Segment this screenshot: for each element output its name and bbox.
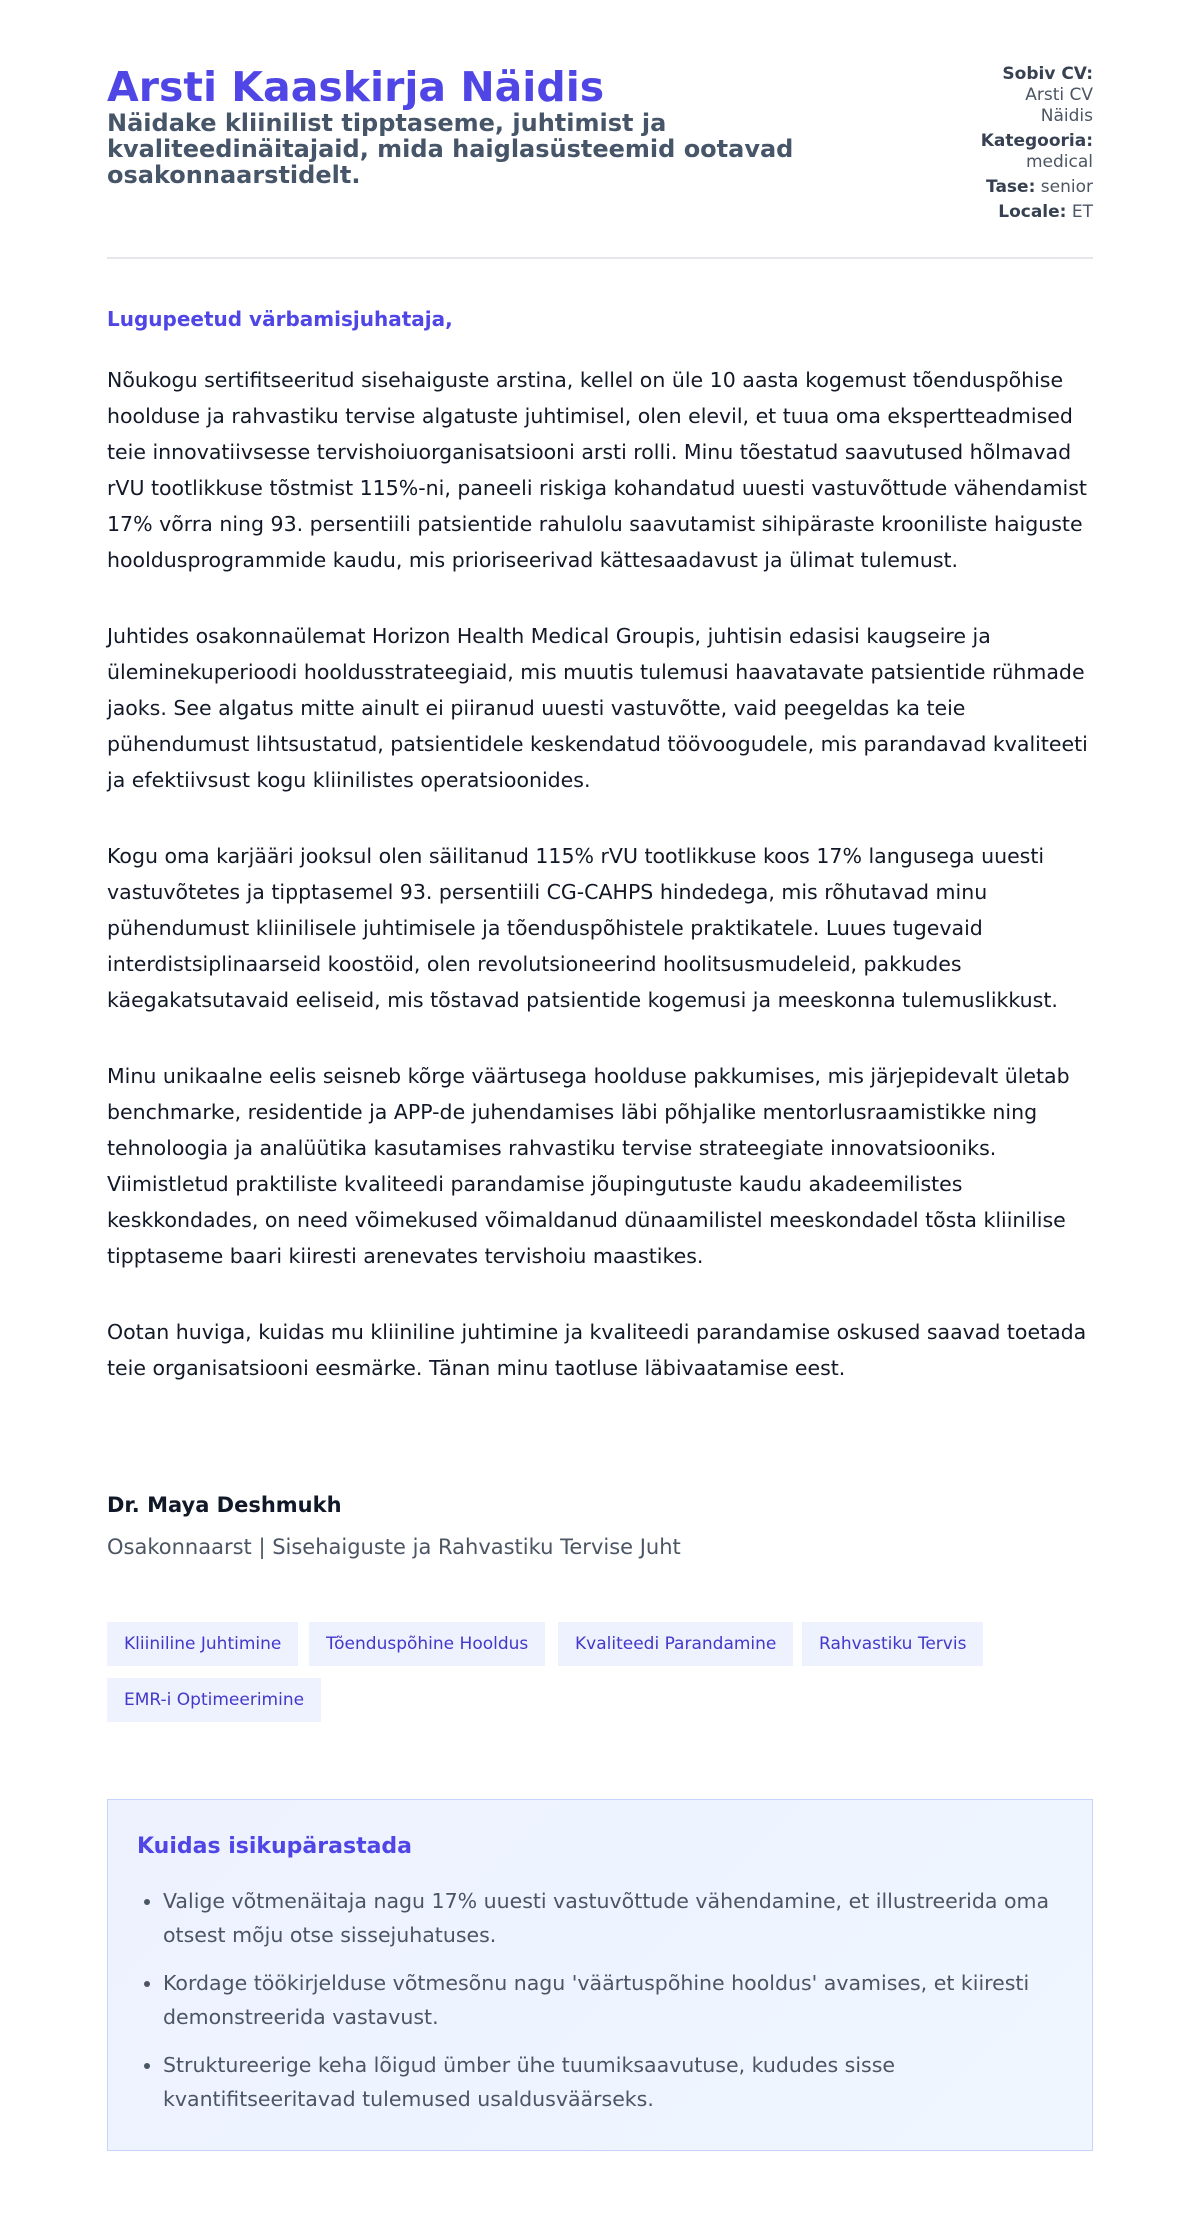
- meta-panel: [853, 64, 1093, 223]
- meta-level-label: Tase:: [986, 177, 1036, 197]
- letter-paragraph: Juhtides osakonnaülemat Horizon Health Medical Groupis, juhtisin edasisi kaugseire ja üleminekuperioodi hooldusstrateegiaid, mis muutis tulemusi haavatavate patsientide rühmade jaoks. See algatus mitte ainult ei piiranud uuesti vastuvõtte, vaid peegeldas ka teie pühendumust lihtsustatud, patsientidele keskendatud töövoogudele, mis parandavad kvaliteeti ja efektiivsust kogu kliinilistes operatsioonides.: [107, 624, 1088, 792]
- skill-tag: Kliiniline Juhtimine: [107, 1622, 298, 1666]
- skill-tag: Kvaliteedi Parandamine: [558, 1622, 793, 1666]
- tips-list: [137, 1884, 1093, 2130]
- meta-cv-value-line2: Näidis: [1040, 106, 1093, 126]
- meta-cv-value-line1: Arsti CV: [1025, 85, 1093, 105]
- skill-tag: Tõenduspõhine Hooldus: [309, 1622, 545, 1666]
- signature-name: Dr. Maya Deshmukh: [107, 1493, 342, 1517]
- letter-paragraph: Ootan huviga, kuidas mu kliiniline juhtimine ja kvaliteedi parandamise oskused saavad toetada teie organisatsiooni eesmärke. Tänan minu taotluse läbivaatamise eest.: [107, 1320, 1087, 1380]
- header-divider: [107, 257, 1093, 259]
- tip-item: • Valige võtmenäitaja nagu 17% uuesti vastuvõttude vähendamine, et illustreerida oma otsest mõju otse sissejuhatuses.: [163, 1884, 1093, 1952]
- personalization-tips-box: [107, 1799, 1093, 2151]
- skill-tag: Rahvastiku Tervis: [802, 1622, 983, 1666]
- meta-locale-value: ET: [1071, 202, 1093, 222]
- letter-greeting: Lugupeetud värbamisjuhataja,: [107, 307, 453, 331]
- tip-item: • Kordage töökirjelduse võtmesõnu nagu 'väärtuspõhine hooldus' avamises, et kiiresti demonstreerida vastavust.: [163, 1966, 1093, 2034]
- page-subtitle: Näidake kliinilist tipptaseme, juhtimist ja kvaliteedinäitajaid, mida haiglasüsteemid ootavad osakonnaarstidelt.: [107, 109, 794, 189]
- signature-role: Osakonnaarst | Sisehaiguste ja Rahvastiku Tervise Juht: [107, 1535, 681, 1559]
- tips-title: Kuidas isikupärastada: [137, 1834, 413, 1859]
- letter-paragraph: Kogu oma karjääri jooksul olen säilitanud 115% rVU tootlikkuse koos 17% langusega uuesti vastuvõtetes ja tipptasemel 93. persentiili CG-CAHPS hindedega, mis rõhutavad minu pühendumust kliinilisele juhtimisele ja tõenduspõhistele praktikatele. Luues tugevaid interdistsiplinaarseid koostöid, olen revolutsioneerind hoolitsusmudeleid, pakkudes käegakatsutavaid eeliseid, mis tõstavad patsientide kogemusi ja meeskonna tulemuslikkust.: [107, 844, 1058, 1012]
- tip-item: • Struktureerige keha lõigud ümber ühe tuumiksaavutuse, kududes sisse kvantifitseeritavad tulemused usaldusväärseks.: [163, 2048, 1093, 2116]
- letter-body: [107, 362, 1097, 1426]
- meta-category-label: Kategooria:: [980, 131, 1093, 151]
- meta-cv-label: Sobiv CV:: [1002, 64, 1093, 84]
- letter-paragraph: Nõukogu sertifitseeritud sisehaiguste arstina, kellel on üle 10 aasta kogemust tõenduspõhise hoolduse ja rahvastiku tervise algatuste juhtimisel, olen elevil, et tuua oma ekspertteadmised teie innovatiivsesse tervishoiuorganisatsiooni arsti rolli. Minu tõestatud saavutused hõlmavad rVU tootlikkuse tõstmist 115%-ni, paneeli riskiga kohandatud uuesti vastuvõttude vähendamist 17% võrra ning 93. persentiili patsientide rahulolu saavutamist sihipäraste krooniliste haiguste hooldusprogrammide kaudu, mis prioriseerivad kättesaadavust ja ülimat tulemust.: [107, 368, 1087, 572]
- page-title: Arsti Kaaskirja Näidis: [107, 63, 605, 111]
- meta-locale-label: Locale:: [998, 202, 1067, 222]
- meta-level-value: senior: [1040, 177, 1093, 197]
- letter-paragraph: Minu unikaalne eelis seisneb kõrge väärtusega hoolduse pakkumises, mis järjepidevalt ületab benchmarke, residentide ja APP-de juhendamises läbi põhjalike mentorlusraamistikke ning tehnoloogia ja analüütika kasutamises rahvastiku tervise strateegiate innovatsiooniks. Viimistletud praktiliste kvaliteedi parandamise jõupingutuste kaudu akadeemilistes keskkondades, on need võimekused võimaldanud dünaamilistel meeskondadel tõsta kliinilise tipptaseme baari kiiresti arenevates tervishoiu maastikes.: [107, 1064, 1070, 1268]
- meta-category-value: medical: [1025, 152, 1093, 172]
- skill-tag: EMR-i Optimeerimine: [107, 1678, 321, 1722]
